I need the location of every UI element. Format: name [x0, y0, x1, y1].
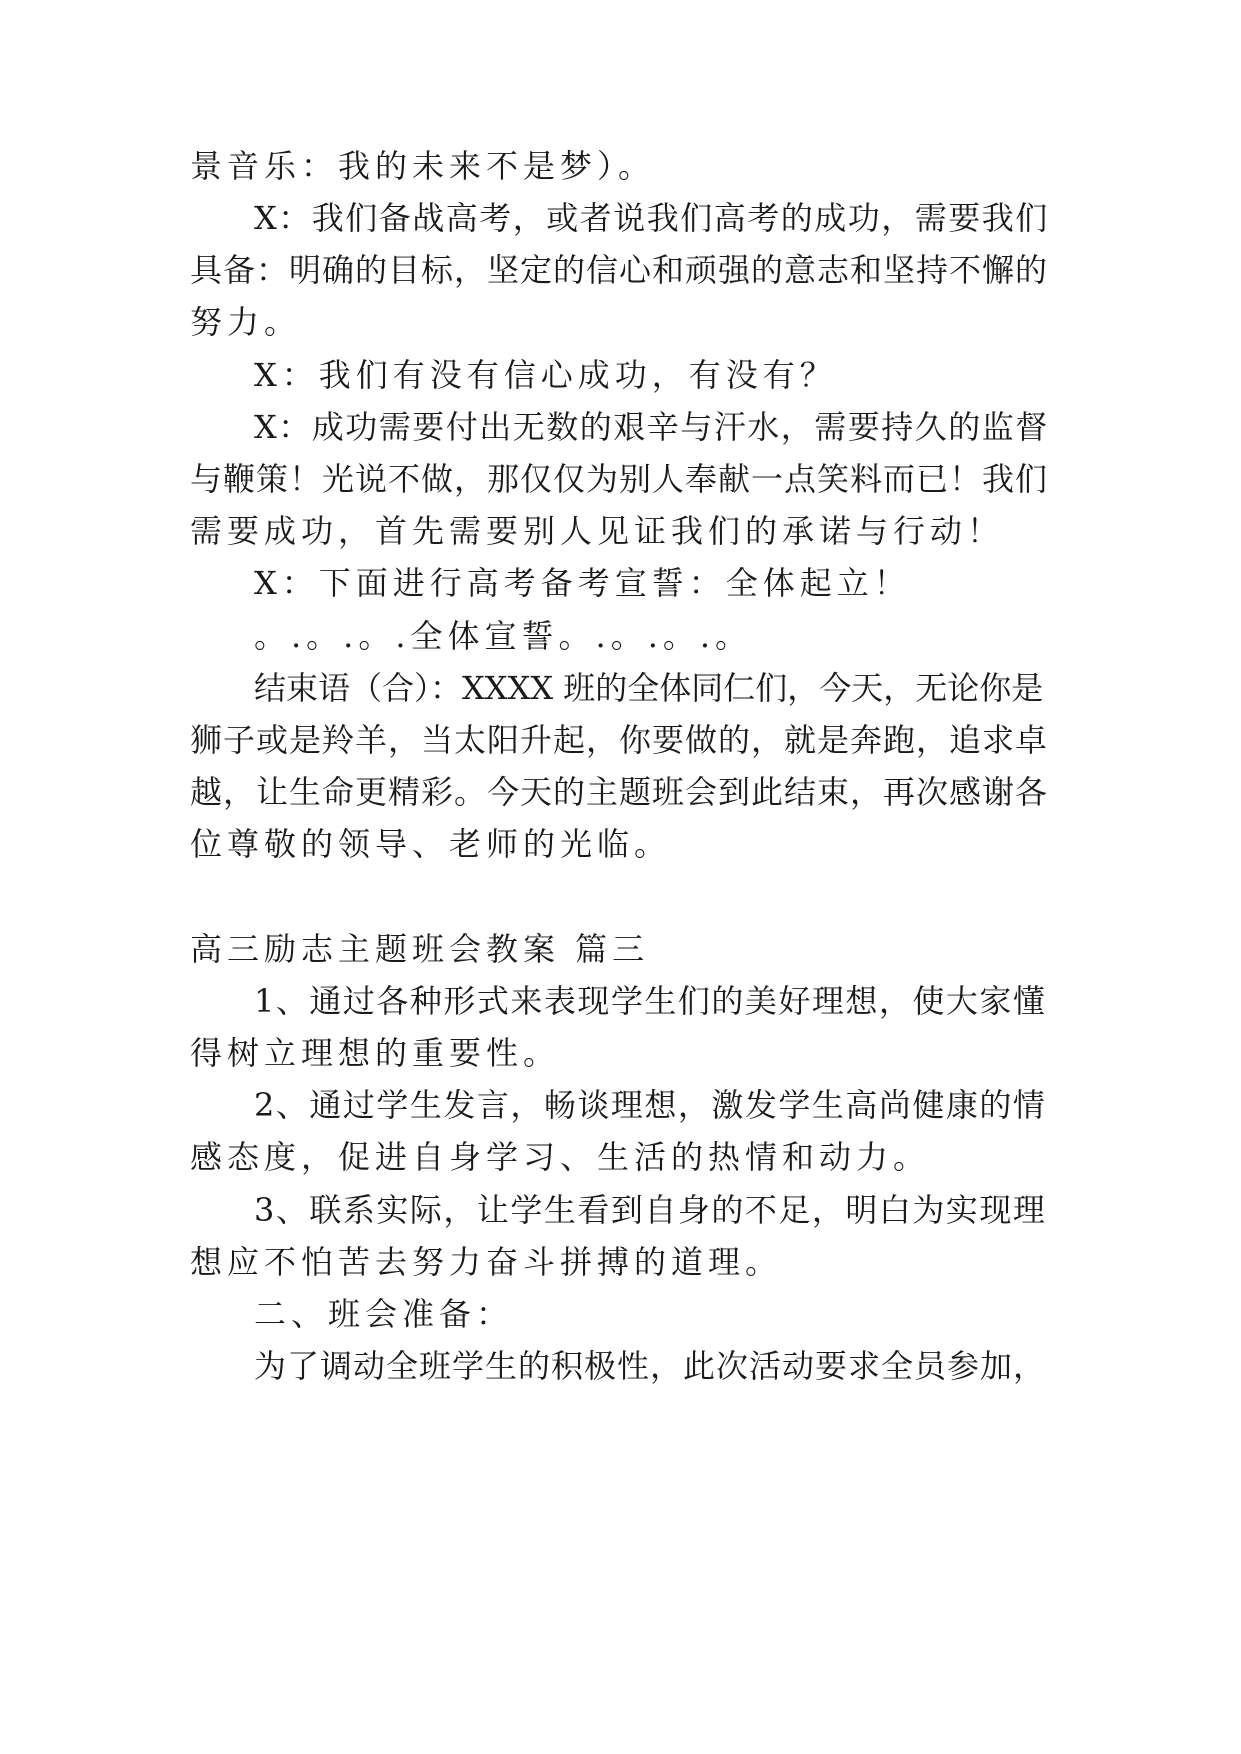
text-line: 3、联系实际，让学生看到自身的不足，明白为实现理	[254, 1191, 1047, 1229]
text-line: 狮子或是羚羊，当太阳升起，你要做的，就是奔跑，追求卓	[190, 721, 1049, 759]
text-line: 想应不怕苦去努力奋斗拼搏的道理。	[190, 1243, 783, 1281]
text-line: 努力。	[190, 303, 302, 341]
text-line: 感态度，促进自身学习、生活的热情和动力。	[190, 1138, 931, 1176]
text-line: X：我们有没有信心成功，有没有？	[254, 356, 837, 394]
text-line: 1、通过各种形式来表现学生们的美好理想，使大家懂	[254, 982, 1047, 1020]
text-line: 需要成功，首先需要别人见证我们的承诺与行动！	[190, 512, 1005, 550]
text-line: 越，让生命更精彩。今天的主题班会到此结束，再次感谢各	[190, 773, 1049, 811]
section-heading: 高三励志主题班会教案 篇三	[190, 930, 650, 968]
text-line: 位尊敬的领导、老师的光临。	[190, 825, 672, 863]
text-line: X：成功需要付出无数的艰辛与汗水，需要持久的监督	[254, 408, 1049, 446]
text-line: 2、通过学生发言，畅谈理想，激发学生高尚健康的情	[254, 1086, 1047, 1124]
text-line: 为了调动全班学生的积极性，此次活动要求全员参加，	[254, 1347, 1047, 1385]
text-line: 景音乐：我的未来不是梦）。	[190, 147, 656, 185]
text-line: 具备：明确的目标，坚定的信心和顽强的意志和坚持不懈的	[190, 251, 1049, 289]
text-line: X：我们备战高考，或者说我们高考的成功，需要我们	[254, 199, 1049, 237]
text-line: X：下面进行高考备考宣誓：全体起立！	[254, 564, 911, 602]
text-line: 二、班会准备：	[254, 1295, 514, 1333]
text-line: 与鞭策！光说不做，那仅仅为别人奉献一点笑料而已！我们	[190, 460, 1049, 498]
text-line: 。.。.。.全体宣誓。.。.。.。	[254, 617, 753, 655]
text-line: 结束语（合）：XXXX 班的全体同仁们，今天，无论你是	[254, 669, 1044, 707]
text-line: 得树立理想的重要性。	[190, 1034, 561, 1072]
